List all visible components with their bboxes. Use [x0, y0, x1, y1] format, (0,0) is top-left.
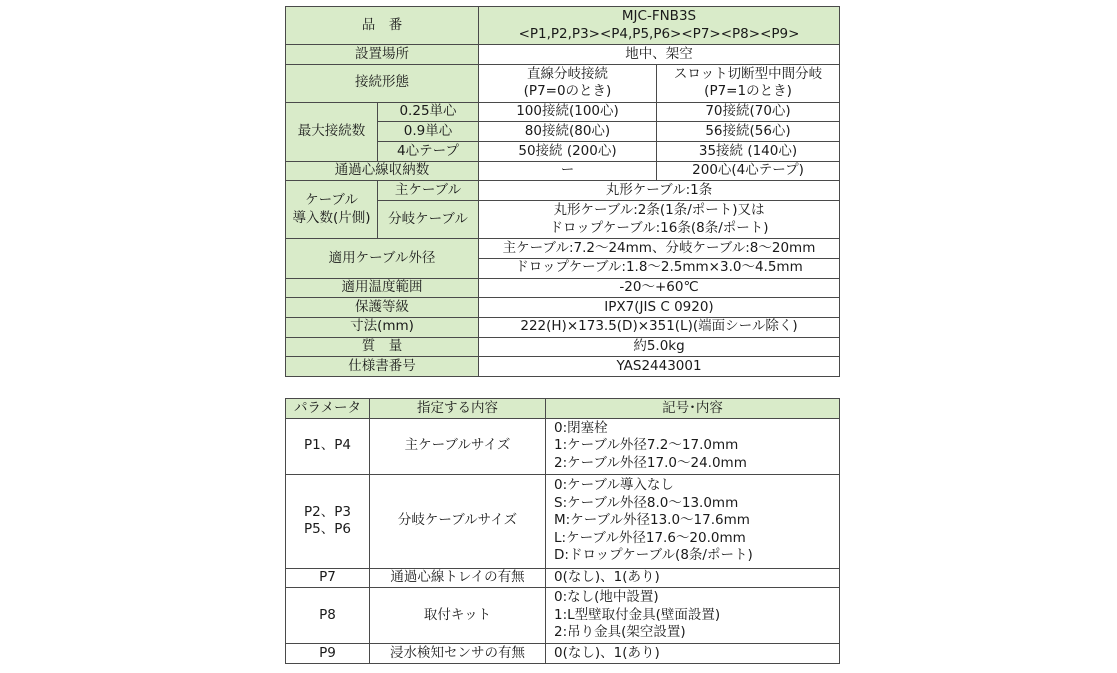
param-row-p8	[286, 588, 840, 644]
symbol-line: 0(なし)、1(あり)	[554, 644, 660, 661]
temperature-value: -20～+60℃	[479, 278, 840, 298]
branch-cable-label: 分岐ケーブル	[378, 201, 479, 239]
pass-through-straight: ー	[479, 161, 657, 181]
spec-number-label: 仕様書番号	[286, 357, 479, 377]
main-cable-label: 主ケーブル	[378, 181, 479, 201]
param-content: 取付キット	[370, 588, 546, 644]
protection-value: IPX7(JIS C 0920)	[479, 298, 840, 318]
spec-row-product	[286, 7, 840, 45]
spec-number-value: YAS2443001	[479, 357, 840, 377]
branch-cable-value	[479, 201, 840, 239]
max-connections-type: 4心テープ	[378, 142, 479, 162]
param-name-line1: P2、P3	[304, 503, 351, 520]
symbol-line: 0:ケーブル導入なし	[554, 477, 674, 494]
symbol-line: 0(なし)、1(あり)	[554, 569, 660, 585]
dimensions-value: 222(H)×173.5(D)×351(L)(端面シール除く)	[479, 317, 840, 337]
param-name-line2: P5、P6	[304, 521, 351, 537]
connection-straight-line1: 直線分岐接続	[527, 65, 608, 82]
param-name: P1、P4	[286, 418, 370, 474]
content-header: 指定する内容	[370, 399, 546, 419]
connection-straight	[479, 64, 657, 102]
symbol-line: L:ケーブル外径17.6～20.0mm	[554, 529, 746, 546]
product-name: MJC-FNB3S	[621, 8, 697, 24]
param-content: 通過心線トレイの有無	[370, 568, 546, 588]
max-connections-slot: 35接続 (140心)	[657, 142, 840, 162]
param-header: パラメータ	[286, 399, 370, 419]
cable-od-line2: ドロップケーブル:1.8～2.5mm×3.0～4.5mm	[479, 258, 840, 278]
max-connections-straight: 80接続(80心)	[479, 122, 657, 142]
mass-label: 質 量	[286, 337, 479, 357]
max-connections-slot: 56接続(56心)	[657, 122, 840, 142]
pass-through-label: 通過心線収納数	[286, 161, 479, 181]
connection-slot	[657, 64, 840, 102]
symbol-line: 2:吊り金具(架空設置)	[554, 624, 686, 641]
symbol-line: M:ケーブル外径13.0～17.6mm	[554, 512, 750, 529]
param-table	[285, 398, 840, 664]
pass-through-slot: 200心(4心テープ)	[657, 161, 840, 181]
param-content: 主ケーブルサイズ	[370, 418, 546, 474]
connection-straight-line2: (P7=0のとき)	[523, 83, 612, 100]
connection-type-label: 接続形態	[286, 64, 479, 102]
max-connections-type: 0.9単心	[378, 122, 479, 142]
max-connections-type: 0.25単心	[378, 102, 479, 122]
product-code: <P1,P2,P3><P4,P5,P6><P7><P8><P9>	[518, 25, 800, 42]
param-row-p2-p6	[286, 474, 840, 568]
branch-cable-line1: 丸形ケーブル:2条(1条/ポート)又は	[553, 202, 765, 219]
cable-entries-label-line2: 導入数(片側)	[292, 209, 371, 226]
max-connections-label: 最大接続数	[286, 102, 378, 161]
cable-od-label: 適用ケーブル外径	[286, 239, 479, 278]
param-row-p9	[286, 644, 840, 664]
param-symbols	[546, 418, 840, 474]
cable-od-line1: 主ケーブル:7.2～24mm、分岐ケーブル:8～20mm	[479, 239, 840, 259]
cable-entries-label	[286, 181, 378, 239]
symbol-line: 0:なし(地中設置)	[554, 589, 659, 606]
param-symbols	[546, 568, 840, 588]
install-location-value: 地中、架空	[479, 45, 840, 65]
spec-table	[285, 6, 840, 377]
temperature-label: 適用温度範囲	[286, 278, 479, 298]
main-cable-value: 丸形ケーブル:1条	[479, 181, 840, 201]
param-header-row	[286, 399, 840, 419]
symbol-line: 2:ケーブル外径17.0～24.0mm	[554, 454, 747, 471]
max-connections-slot: 70接続(70心)	[657, 102, 840, 122]
symbol-line: 1:L型壁取付金具(壁面設置)	[554, 606, 721, 623]
param-content: 浸水検知センサの有無	[370, 644, 546, 664]
protection-label: 保護等級	[286, 298, 479, 318]
spec-row-max-0	[286, 102, 840, 122]
spec-row-protection	[286, 298, 840, 318]
param-symbols	[546, 474, 840, 568]
spec-row-dimensions	[286, 317, 840, 337]
connection-slot-line1: スロット切断型中間分岐	[673, 65, 823, 82]
symbol-line: 1:ケーブル外径7.2～17.0mm	[554, 437, 739, 454]
symbol-line: 0:閉塞栓	[554, 419, 608, 436]
branch-cable-line2: ドロップケーブル:16条(8条/ポート)	[549, 219, 769, 236]
param-row-p7	[286, 568, 840, 588]
spec-row-spec-number	[286, 357, 840, 377]
connection-slot-line2: (P7=1のとき)	[704, 83, 792, 100]
symbol-line: S:ケーブル外径8.0～13.0mm	[554, 494, 739, 511]
cable-entries-label-line1: ケーブル	[305, 192, 358, 209]
max-connections-straight: 50接続 (200心)	[479, 142, 657, 162]
param-name	[286, 474, 370, 568]
param-name: P9	[286, 644, 370, 664]
install-location-label: 設置場所	[286, 45, 479, 65]
spec-row-pass-through	[286, 161, 840, 181]
product-name-cell	[479, 7, 840, 45]
param-name: P7	[286, 568, 370, 588]
param-name: P8	[286, 588, 370, 644]
spec-row-cable-od-1	[286, 239, 840, 259]
spec-row-install	[286, 45, 840, 65]
product-header-label: 品 番	[286, 7, 479, 45]
param-row-p1-p4	[286, 418, 840, 474]
max-connections-straight: 100接続(100心)	[479, 102, 657, 122]
dimensions-label: 寸法(mm)	[286, 317, 479, 337]
param-content: 分岐ケーブルサイズ	[370, 474, 546, 568]
spec-row-connection	[286, 64, 840, 102]
spec-row-mass	[286, 337, 840, 357]
param-symbols	[546, 644, 840, 664]
spec-row-cable-main	[286, 181, 840, 201]
spec-row-temperature	[286, 278, 840, 298]
param-symbols	[546, 588, 840, 644]
mass-value: 約5.0kg	[479, 337, 840, 357]
symbol-header: 記号･内容	[546, 399, 840, 419]
symbol-line: D:ドロップケーブル(8条/ポート)	[554, 547, 753, 564]
